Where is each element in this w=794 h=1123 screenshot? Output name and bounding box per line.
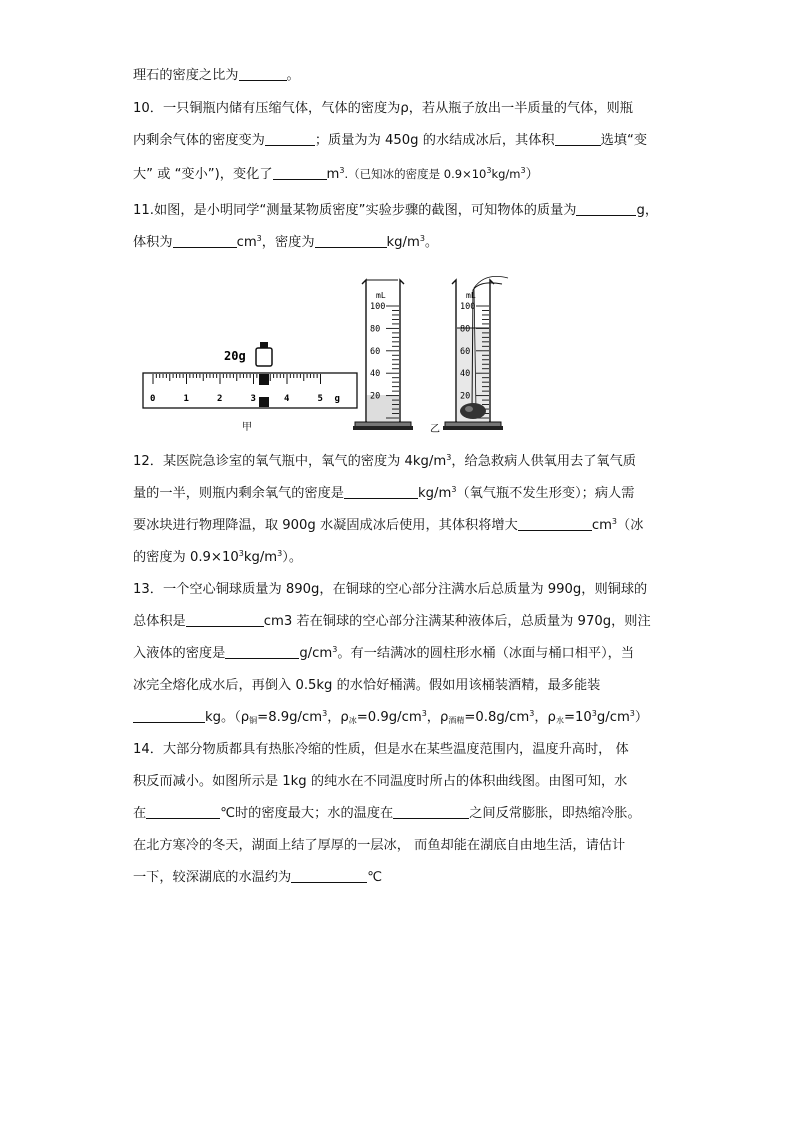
cylinder-tick-label: 60 [460, 346, 471, 357]
question-10-line [133, 131, 647, 151]
answer-blank[interactable] [344, 484, 418, 499]
text: ，给急救病人供氧用去了氧气质 [451, 454, 636, 469]
text: 选填“变 [600, 133, 648, 148]
question-12-line [133, 548, 302, 568]
text: （氧气瓶不发生形变）；病人需 [456, 486, 635, 501]
question-13-line [133, 708, 648, 728]
subscript: 冰 [348, 716, 357, 725]
answer-blank[interactable] [265, 131, 315, 146]
superscript: 3 [629, 709, 635, 718]
text: .（已知冰的密度是 0.9×10 [344, 167, 487, 181]
answer-blank[interactable] [173, 233, 237, 248]
experiment-figure [140, 270, 520, 440]
superscript: 3 [520, 166, 526, 175]
text: 12．某医院急诊室的氧气瓶中，氧气的密度为 4kg/m [133, 454, 447, 469]
text: 14．大部分物质都具有热胀冷缩的性质，但是水在某些温度范围内，温度升高时， 体 [133, 742, 629, 757]
text: 10．一只铜瓶内储有压缩气体，气体的密度为ρ，若从瓶子放出一半质量的气体，则瓶 [133, 101, 633, 116]
superscript: 3 [322, 709, 328, 718]
cylinder-tick-label: 100 [460, 302, 476, 312]
question-10-line [133, 164, 539, 185]
cylinder-tick-label: 40 [370, 369, 381, 380]
answer-blank[interactable] [273, 165, 327, 180]
ruler-tick-label: 3 [250, 394, 256, 404]
text: 理石的密度之比为 [133, 68, 239, 83]
text: ）。 [282, 550, 303, 565]
label-yi: 乙 [430, 424, 440, 435]
superscript: 3 [611, 517, 618, 526]
text: 总体积是 [133, 614, 186, 629]
object-icon [460, 403, 486, 419]
text: kg/m [418, 486, 452, 501]
superscript: 3 [446, 453, 452, 462]
rider-marker [259, 374, 269, 385]
text: cm [591, 518, 612, 533]
weight-label: 20g [224, 349, 246, 363]
text: kg/m [243, 550, 278, 565]
text: 大” 或 “变小”)，变化了 [133, 167, 273, 182]
superscript: 3 [256, 234, 262, 243]
text: kg。（ρ [205, 710, 250, 725]
subscript: 铜 [249, 716, 258, 725]
text: ） [634, 710, 649, 725]
text: 。 [286, 68, 300, 83]
cylinder-unit-label: mL [376, 291, 386, 300]
text: ，ρ [426, 710, 449, 725]
text: 积反而减小。如图所示是 1kg 的纯水在不同温度时所占的体积曲线图。由图可知，水 [133, 774, 628, 789]
text: cm3 若在铜球的空心部分注满某种液体后，总质量为 970g，则注 [263, 614, 651, 629]
question-12-line [133, 484, 634, 504]
superscript: 3 [529, 709, 535, 718]
question-13-line [133, 676, 600, 696]
measuring-cylinder-empty [353, 280, 413, 430]
question-11-line [133, 201, 658, 221]
question-13-line [133, 644, 634, 664]
cylinder-tick-label: 100 [370, 302, 386, 312]
weight-icon [256, 342, 272, 366]
answer-blank[interactable] [225, 644, 299, 659]
superscript: 3 [419, 234, 425, 243]
ruler-tick-label: g [334, 394, 340, 404]
text-line [133, 66, 300, 86]
text: =0.9g/cm [356, 710, 422, 725]
answer-blank[interactable] [555, 131, 601, 146]
text: ℃ [367, 870, 383, 885]
question-10-line [133, 99, 633, 119]
question-14-line [133, 868, 382, 888]
question-14-line [133, 836, 625, 856]
text: 。有一结满冰的圆柱形水桶（冰面与桶口相平），当 [337, 646, 635, 661]
text: cm [236, 235, 257, 250]
ruler-tick-label: 0 [150, 394, 156, 404]
ruler-tick-label: 5 [317, 394, 323, 404]
text: ，ρ [534, 710, 556, 725]
text: 内剩余气体的密度变为 [133, 133, 265, 148]
answer-blank[interactable] [576, 201, 636, 216]
text: 在北方寒冷的冬天，湖面上结了厚厚的一层冰， 而鱼却能在湖底自由地生活，请估计 [133, 838, 626, 853]
superscript: 3 [277, 549, 283, 558]
answer-blank[interactable] [239, 66, 287, 81]
text: g/cm [299, 646, 333, 661]
rider-marker [259, 397, 269, 407]
superscript: 3 [486, 166, 492, 175]
text: kg/m [491, 167, 521, 181]
ruler-tick-label: 1 [183, 394, 189, 404]
text: 要冰块进行物理降温，取 900g 水凝固成冰后使用，其体积将增大 [133, 518, 518, 533]
text: 在 [133, 806, 147, 821]
text: ，ρ [327, 710, 349, 725]
text: =8.9g/cm [257, 710, 323, 725]
ruler-tick-label: 4 [284, 394, 290, 404]
superscript: 3 [332, 645, 338, 654]
question-14-line [133, 804, 641, 824]
cylinder-tick-label: 80 [370, 324, 381, 335]
superscript: 3 [591, 709, 597, 718]
answer-blank[interactable] [291, 868, 367, 883]
subscript: 酒精 [448, 716, 465, 725]
cylinder-tick-label: 80 [460, 324, 471, 335]
cylinder-tick-label: 20 [370, 391, 381, 402]
question-14-line [133, 772, 627, 792]
text: 体积为 [133, 235, 173, 250]
cylinder-tick-label: 20 [460, 391, 471, 402]
superscript: 3 [421, 709, 427, 718]
cylinder-tick-label: 40 [460, 369, 471, 380]
text: 之间反常膨胀，即热缩冷胀。 [469, 806, 641, 821]
text: g， [636, 203, 659, 218]
text: ，密度为 [261, 235, 315, 250]
text: ；质量为为 450g 的水结成冰后，其体积 [314, 133, 555, 148]
question-14-line [133, 740, 629, 760]
text: ℃时的密度最大；水的温度在 [220, 806, 394, 821]
text: 入液体的密度是 [133, 646, 226, 661]
text: =10 [563, 710, 592, 725]
text: 一下，较深湖底的水温约为 [133, 870, 292, 885]
text: 11.如图，是小明同学“测量某物质密度”实验步骤的截图，可知物体的质量为 [133, 203, 577, 218]
subscript: 水 [555, 716, 564, 725]
text: （冰 [617, 518, 644, 533]
text: 。 [424, 235, 439, 250]
text: =0.8g/cm [464, 710, 530, 725]
text: 冰完全熔化成水后，再倒入 0.5kg 的水恰好桶满。假如用该桶装酒精，最多能装 [133, 678, 601, 693]
cylinder-unit-label: mL [466, 291, 476, 300]
balance-ruler [143, 373, 357, 408]
question-13-line [133, 612, 651, 632]
answer-blank[interactable] [146, 804, 220, 819]
question-11-line [133, 233, 438, 253]
cylinder-tick-label: 60 [370, 346, 381, 357]
ruler-tick-label: 2 [217, 394, 223, 404]
superscript: 3 [238, 549, 244, 558]
answer-blank[interactable] [186, 612, 264, 627]
text: kg/m [386, 235, 420, 250]
superscript: 3 [339, 166, 345, 175]
text: 的密度为 0.9×10 [133, 550, 239, 565]
label-jia: 甲 [242, 422, 252, 433]
measuring-cylinder-with-object [443, 276, 508, 430]
answer-blank[interactable] [393, 804, 469, 819]
superscript: 3 [451, 485, 457, 494]
text: ） [525, 167, 539, 182]
question-12-line [133, 452, 636, 472]
answer-blank[interactable] [518, 516, 592, 531]
text: 13．一个空心铜球质量为 890g，在铜球的空心部分注满水后总质量为 990g，则铜球的 [133, 582, 648, 597]
question-12-line [133, 516, 643, 536]
answer-blank[interactable] [133, 708, 205, 723]
text: g/cm [596, 710, 630, 725]
question-13-line [133, 580, 647, 600]
text: m [326, 167, 340, 182]
text: 量的一半，则瓶内剩余氧气的密度是 [133, 486, 344, 501]
answer-blank[interactable] [315, 233, 387, 248]
